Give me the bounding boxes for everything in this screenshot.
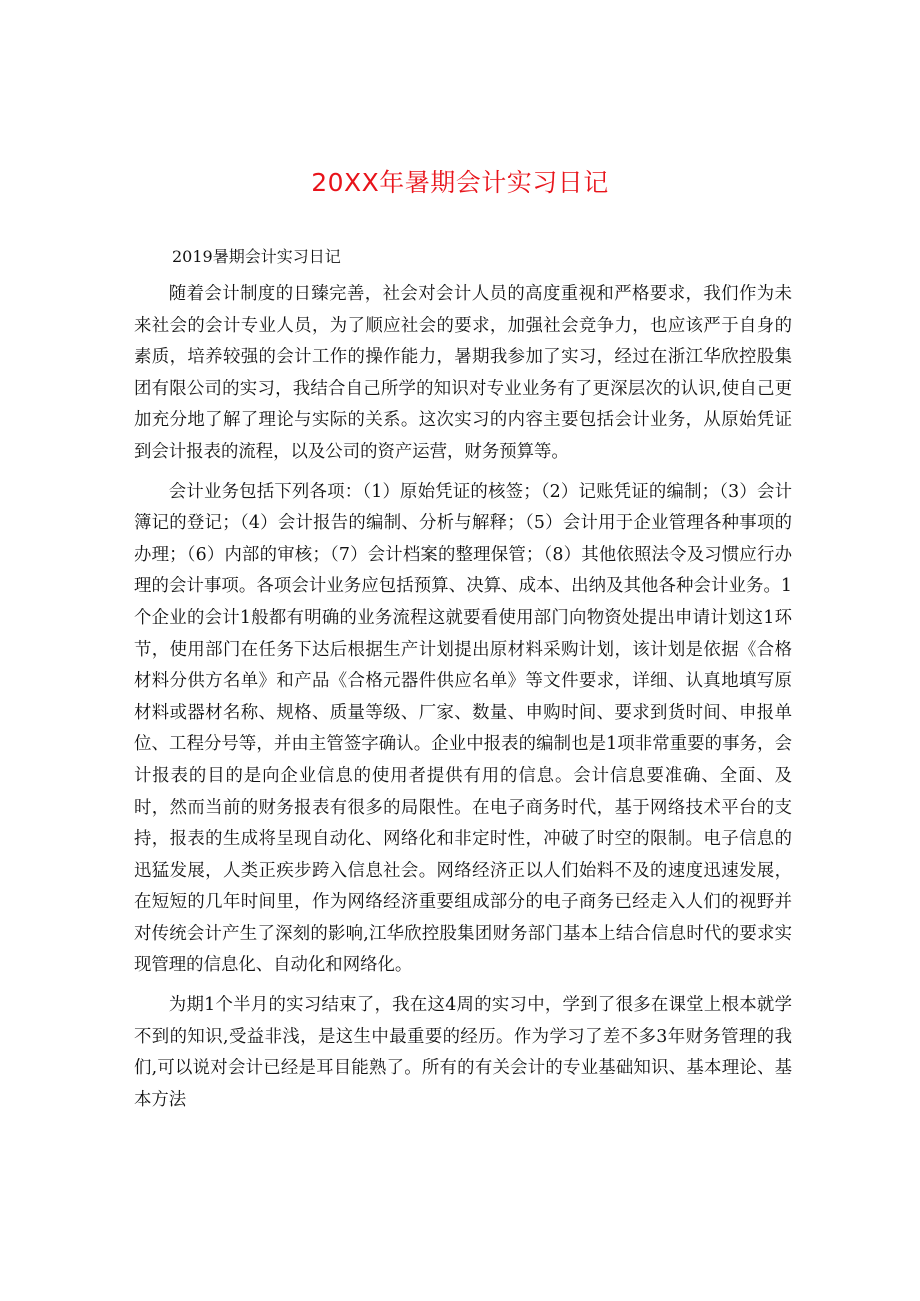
body-paragraph-1: 随着会计制度的日臻完善，社会对会计人员的高度重视和严格要求，我们作为未来社会的会计专业人员，为了顺应社会的要求，加强社会竞争力，也应该严于自身的素质，培养较强的会计工作的操作能力，暑期我参加了实习，经过在浙江华欣控股集团有限公司的实习，我结合自己所学的知识对专业业务有了更深层次的认识,使自己更加充分地了解了理论与实际的关系。这次实习的内容主要包括会计业务，从原始凭证到会计报表的流程，以及公司的资产运营，财务预算等。 xyxy=(134,284,792,462)
body-paragraph-3: 为期1个半月的实习结束了，我在这4周的实习中，学到了很多在课堂上根本就学不到的知识,受益非浅，是这生中最重要的经历。作为学习了差不多3年财务管理的我们,可以说对会计已经是耳目能熟了。所有的有关会计的专业基础知识、基本理论、基本方法 xyxy=(134,995,792,1110)
document-body xyxy=(134,279,792,1124)
document-subtitle: 2019暑期会计实习日记 xyxy=(172,247,341,266)
body-paragraph-2: 会计业务包括下列各项：（1）原始凭证的核签；（2）记账凭证的编制；（3）会计簿记的登记；（4）会计报告的编制、分析与解释；（5）会计用于企业管理各种事项的办理；（6）内部的审核；（7）会计档案的整理保管；（8）其他依照法令及习惯应行办理的会计事项。各项会计业务应包括预算、决算、成本、出纳及其他各种会计业务。1个企业的会计1般都有明确的业务流程这就要看使用部门向物资处提出申请计划这1环节，使用部门在任务下达后根据生产计划提出原材料采购计划，该计划是依据《合格材料分供方名单》和产品《合格元器件供应名单》等文件要求，详细、认真地填写原材料或器材名称、规格、质量等级、厂家、数量、申购时间、要求到货时间、申报单位、工程分号等，并由主管签字确认。企业中报表的编制也是1项非常重要的事务，会计报表的目的是向企业信息的使用者提供有用的信息。会计信息要准确、全面、及时，然而当前的财务报表有很多的局限性。在电子商务时代，基于网络技术平台的支持，报表的生成将呈现自动化、网络化和非定时性，冲破了时空的限制。电子信息的迅猛发展，人类正疾步跨入信息社会。网络经济正以人们始料不及的速度迅速发展，在短短的几年时间里，作为网络经济重要组成部分的电子商务已经走入人们的视野并对传统会计产生了深刻的影响,江华欣控股集团财务部门基本上结合信息时代的要求实现管理的信息化、自动化和网络化。 xyxy=(134,481,792,976)
page-title: 20XX年暑期会计实习日记 xyxy=(311,168,609,197)
